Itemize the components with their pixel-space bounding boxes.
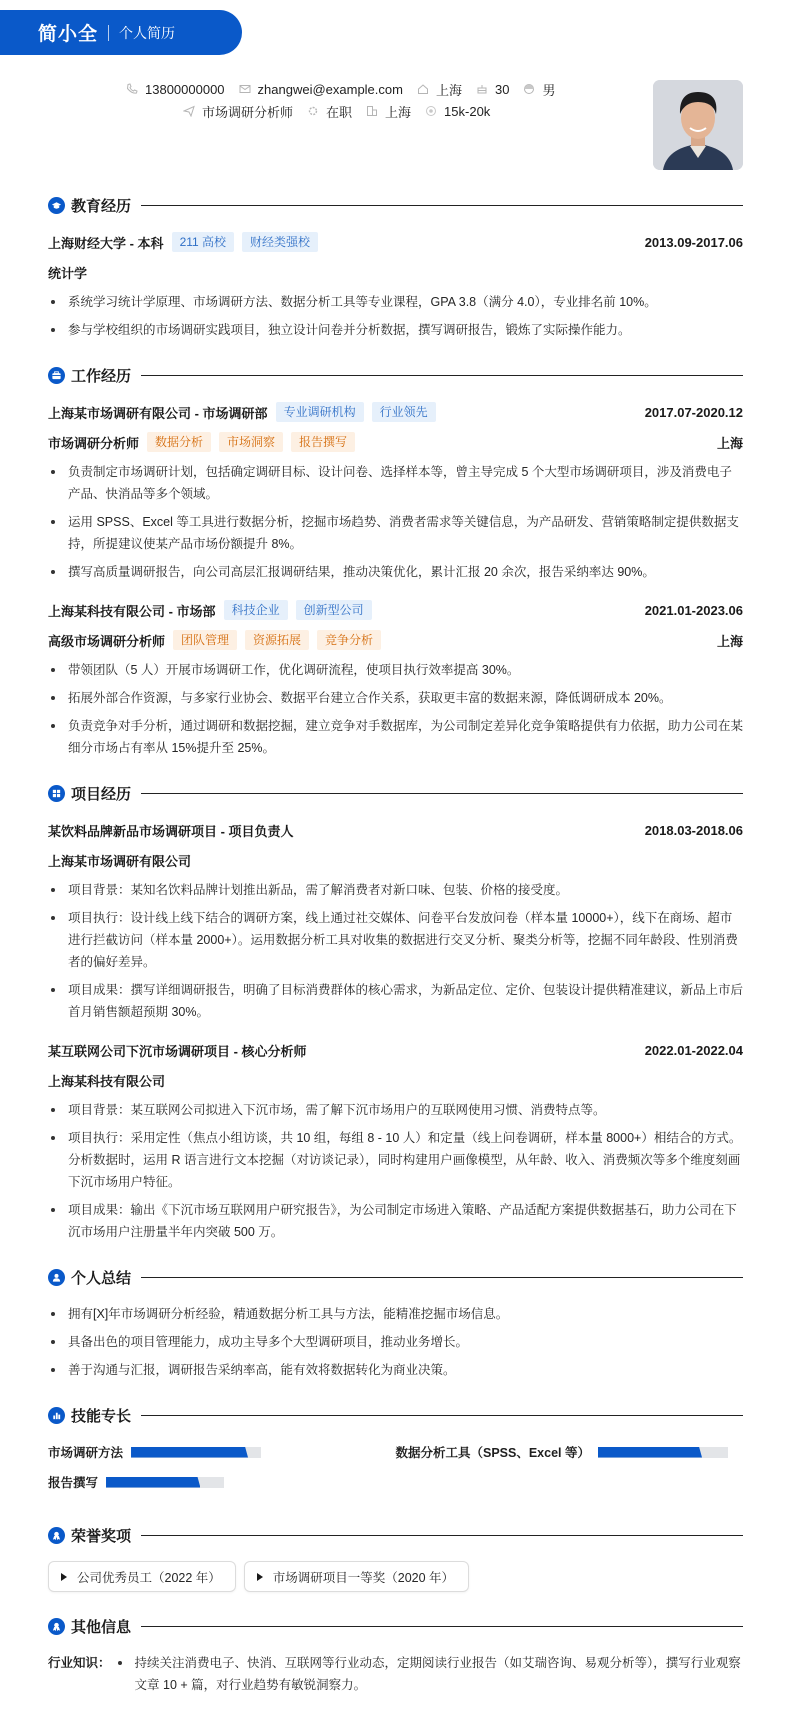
phone-icon — [126, 83, 138, 95]
award-item — [48, 1561, 236, 1592]
section-title: 教育经历 — [71, 197, 132, 215]
skill-label: 报告撰写 — [48, 1476, 99, 1490]
role-tag: 团队管理 — [173, 630, 237, 650]
skill-progress-bar — [598, 1447, 728, 1458]
candidate-name: 简小全 — [38, 24, 99, 45]
list-item: 系统学习统计学原理、市场调研方法、数据分析工具等专业课程，GPA 3.8（满分 4.0），专业排名前 10%。 — [48, 291, 743, 313]
section-divider — [141, 375, 743, 376]
role-tag: 市场洞察 — [219, 432, 283, 452]
list-item: 运用 SPSS、Excel 等工具进行数据分析，挖掘市场趋势、消费者需求等关键信息，为产品研发、营销策略制定提供数据支持，所提建议使某产品市场份额提升 8%。 — [48, 511, 743, 555]
skill-progress-bar — [131, 1447, 261, 1458]
education-bullets — [48, 291, 743, 341]
section-divider — [141, 205, 743, 206]
role-tag: 竞争分析 — [317, 630, 381, 650]
project-company: 上海某市场调研有限公司 — [48, 853, 192, 869]
skill-progress-fill — [598, 1447, 702, 1458]
list-item: 拓展外部合作资源，与多家行业协会、数据平台建立合作关系，获取更丰富的数据来源，降低调研成本 20%。 — [48, 687, 743, 709]
contact-gender: 男 — [523, 80, 555, 99]
skill-label: 市场调研方法 — [48, 1446, 124, 1460]
section-divider — [141, 793, 743, 794]
triangle-right-icon — [61, 1573, 67, 1581]
contact-row-2 — [183, 102, 504, 120]
work-role-row — [48, 431, 743, 453]
company-tag: 专业调研机构 — [276, 402, 364, 422]
section-header — [48, 1403, 743, 1427]
project-company: 上海某科技有限公司 — [48, 1073, 166, 1089]
project-company-row — [48, 849, 743, 871]
contact-location: 上海 — [417, 80, 462, 99]
section-other-info — [48, 1614, 743, 1702]
skill-item — [396, 1441, 744, 1463]
section-divider — [141, 1415, 743, 1416]
section-divider — [141, 1626, 743, 1627]
resume-subtitle: 个人简历 — [119, 24, 176, 41]
project-bullets — [48, 879, 743, 1023]
list-item: 项目背景：某互联网公司拟进入下沉市场，需了解下沉市场用户的互联网使用习惯、消费特点等。 — [48, 1099, 743, 1121]
work-company-row — [48, 599, 743, 621]
section-summary — [48, 1265, 743, 1381]
resume-content — [48, 193, 743, 1724]
list-item: 善于沟通与汇报，调研报告采纳率高，能有效将数据转化为商业决策。 — [48, 1359, 743, 1381]
company-tag: 科技企业 — [224, 600, 288, 620]
section-title: 其他信息 — [71, 1618, 132, 1636]
education-header — [48, 231, 743, 253]
triangle-right-icon — [257, 1573, 263, 1581]
work-date: 2021.01-2023.06 — [644, 602, 743, 618]
info-icon — [48, 1618, 65, 1635]
section-header — [48, 363, 743, 387]
list-item: 带领团队（5 人）开展市场调研工作，优化调研流程，使项目执行效率提高 30%。 — [48, 659, 743, 681]
work-entry — [48, 599, 743, 759]
award-item — [244, 1561, 469, 1592]
work-role-row — [48, 629, 743, 651]
mail-icon — [239, 83, 251, 95]
skill-item — [48, 1471, 396, 1493]
list-item: 负责制定市场调研计划，包括确定调研目标、设计问卷、选择样本等，曾主导完成 5 个大型市场调研项目，涉及消费电子产品、快消品等多个领域。 — [48, 461, 743, 505]
contact-city: 上海 — [366, 102, 411, 121]
section-title: 工作经历 — [71, 367, 132, 385]
section-education — [48, 193, 743, 341]
company-tag: 行业领先 — [372, 402, 436, 422]
section-header — [48, 781, 743, 805]
section-header — [48, 193, 743, 217]
award-label: 市场调研项目一等奖（2020 年） — [272, 1570, 455, 1585]
section-title: 个人总结 — [71, 1269, 132, 1287]
education-major-row — [48, 261, 743, 283]
section-skills — [48, 1403, 743, 1501]
salary-icon — [425, 105, 437, 117]
list-item: 拥有[X]年市场调研分析经验，精通数据分析工具与方法，能精准挖掘市场信息。 — [48, 1303, 743, 1325]
contact-phone: 13800000000 — [126, 82, 225, 97]
graduation-cap-icon — [48, 197, 65, 214]
list-item: 持续关注消费电子、快消、互联网等行业动态，定期阅读行业报告（如艾瑞咨询、易观分析等），撰写行业观察文章 10 + 篇，对行业趋势有敏锐洞察力。 — [115, 1652, 743, 1696]
project-entry — [48, 819, 743, 1023]
skill-progress-bar — [106, 1477, 224, 1488]
list-item: 项目执行：设计线上线下结合的调研方案，线上通过社交媒体、问卷平台发放问卷（样本量 10000+），线下在商场、超市进行拦截访问（样本量 2000+）。运用数据分析工具对收集的数据进行交叉分析、聚类分析等，挖掘不同年龄段、性别消费者的偏好差异。 — [48, 907, 743, 973]
contact-status: 在职 — [307, 102, 352, 121]
project-name: 某互联网公司下沉市场调研项目 - 核心分析师 — [48, 1043, 307, 1059]
list-item: 参与学校组织的市场调研实践项目，独立设计问卷并分析数据，撰写调研报告，锻炼了实际操作能力。 — [48, 319, 743, 341]
resume-header-bar — [0, 10, 242, 55]
school-tag: 211 高校 — [172, 232, 234, 252]
list-item: 项目成果：输出《下沉市场互联网用户研究报告》，为公司制定市场进入策略、产品适配方案提供数据基石，助力公司在下沉市场用户注册量半年内突破 500 万。 — [48, 1199, 743, 1243]
list-item: 项目成果：撰写详细调研报告，明确了目标消费群体的核心需求，为新品定位、定价、包装设计提供精准建议，新品上市后首月销售额超预期 30%。 — [48, 979, 743, 1023]
project-company-row — [48, 1069, 743, 1091]
skills-list — [48, 1441, 743, 1501]
role-tag: 报告撰写 — [291, 432, 355, 452]
skill-progress-fill — [106, 1477, 200, 1488]
gender-icon — [523, 83, 535, 95]
role-tag: 数据分析 — [147, 432, 211, 452]
user-icon — [48, 1269, 65, 1286]
work-entry — [48, 401, 743, 583]
awards-list — [48, 1561, 743, 1592]
contact-job-target: 市场调研分析师 — [183, 102, 293, 121]
send-icon — [183, 105, 195, 117]
list-item: 负责竞争对手分析，通过调研和数据挖掘，建立竞争对手数据库，为公司制定差异化竞争策略提供有力依据，助力公司在某细分市场占有率从 15%提升至 25%。 — [48, 715, 743, 759]
section-header — [48, 1265, 743, 1289]
section-divider — [141, 1277, 743, 1278]
skill-item — [48, 1441, 396, 1463]
work-bullets — [48, 659, 743, 759]
other-info-bullets — [115, 1652, 743, 1696]
major: 统计学 — [48, 265, 88, 281]
section-header — [48, 1523, 743, 1547]
project-date: 2018.03-2018.06 — [644, 822, 743, 838]
section-work — [48, 363, 743, 759]
section-title: 项目经历 — [71, 785, 132, 803]
job-role: 市场调研分析师 — [48, 435, 140, 451]
profile-photo — [653, 80, 743, 170]
education-date: 2013.09-2017.06 — [644, 234, 743, 250]
section-projects — [48, 781, 743, 1243]
section-divider — [141, 1535, 743, 1536]
list-item: 项目背景：某知名饮料品牌计划推出新品，需了解消费者对新口味、包装、价格的接受度。 — [48, 879, 743, 901]
building-icon — [366, 105, 378, 117]
other-info-row — [48, 1652, 743, 1702]
list-item: 项目执行：采用定性（焦点小组访谈，共 10 组，每组 8 - 10 人）和定量（线上问卷调研，样本量 8000+）相结合的方式。分析数据时，运用 R 语言进行文本挖掘（对访谈记录），同时构建用户画像模型，从年龄、收入、消费频次等多个维度刻画下沉市场用户特征。 — [48, 1127, 743, 1193]
other-info-label: 行业知识： — [48, 1656, 111, 1670]
work-bullets — [48, 461, 743, 583]
skill-label: 数据分析工具（SPSS、Excel 等） — [395, 1446, 590, 1460]
age-icon — [476, 83, 488, 95]
school-name: 上海财经大学 - 本科 — [48, 235, 164, 251]
section-awards — [48, 1523, 743, 1592]
work-location: 上海 — [716, 435, 743, 451]
contact-row-1 — [126, 80, 569, 98]
status-icon — [307, 105, 319, 117]
project-header-row — [48, 819, 743, 841]
work-company-row — [48, 401, 743, 423]
header-divider — [108, 25, 109, 41]
section-header — [48, 1614, 743, 1638]
skill-progress-fill — [131, 1447, 248, 1458]
role-tag: 资源拓展 — [245, 630, 309, 650]
contact-age: 30 — [476, 82, 509, 97]
project-date: 2022.01-2022.04 — [644, 1042, 743, 1058]
section-title: 荣誉奖项 — [71, 1527, 132, 1545]
job-role: 高级市场调研分析师 — [48, 633, 166, 649]
company-name: 上海某科技有限公司 - 市场部 — [48, 603, 216, 619]
school-tag: 财经类强校 — [242, 232, 318, 252]
home-icon — [417, 83, 429, 95]
work-location: 上海 — [716, 633, 743, 649]
award-label: 公司优秀员工（2022 年） — [77, 1570, 221, 1585]
list-item: 具备出色的项目管理能力，成功主导多个大型调研项目，推动业务增长。 — [48, 1331, 743, 1353]
company-name: 上海某市场调研有限公司 - 市场调研部 — [48, 405, 268, 421]
section-title: 技能专长 — [71, 1407, 132, 1425]
contact-email: zhangwei@example.com — [239, 82, 403, 97]
bar-chart-icon — [48, 1407, 65, 1424]
grid-icon — [48, 785, 65, 802]
project-bullets — [48, 1099, 743, 1243]
briefcase-icon — [48, 367, 65, 384]
company-tag: 创新型公司 — [296, 600, 372, 620]
project-header-row — [48, 1039, 743, 1061]
project-name: 某饮料品牌新品市场调研项目 - 项目负责人 — [48, 823, 294, 839]
work-date: 2017.07-2020.12 — [644, 404, 743, 420]
award-icon — [48, 1527, 65, 1544]
project-entry — [48, 1039, 743, 1243]
list-item: 撰写高质量调研报告，向公司高层汇报调研结果，推动决策优化，累计汇报 20 余次，报告采纳率达 90%。 — [48, 561, 743, 583]
contact-salary: 15k-20k — [425, 104, 490, 119]
summary-bullets — [48, 1303, 743, 1381]
